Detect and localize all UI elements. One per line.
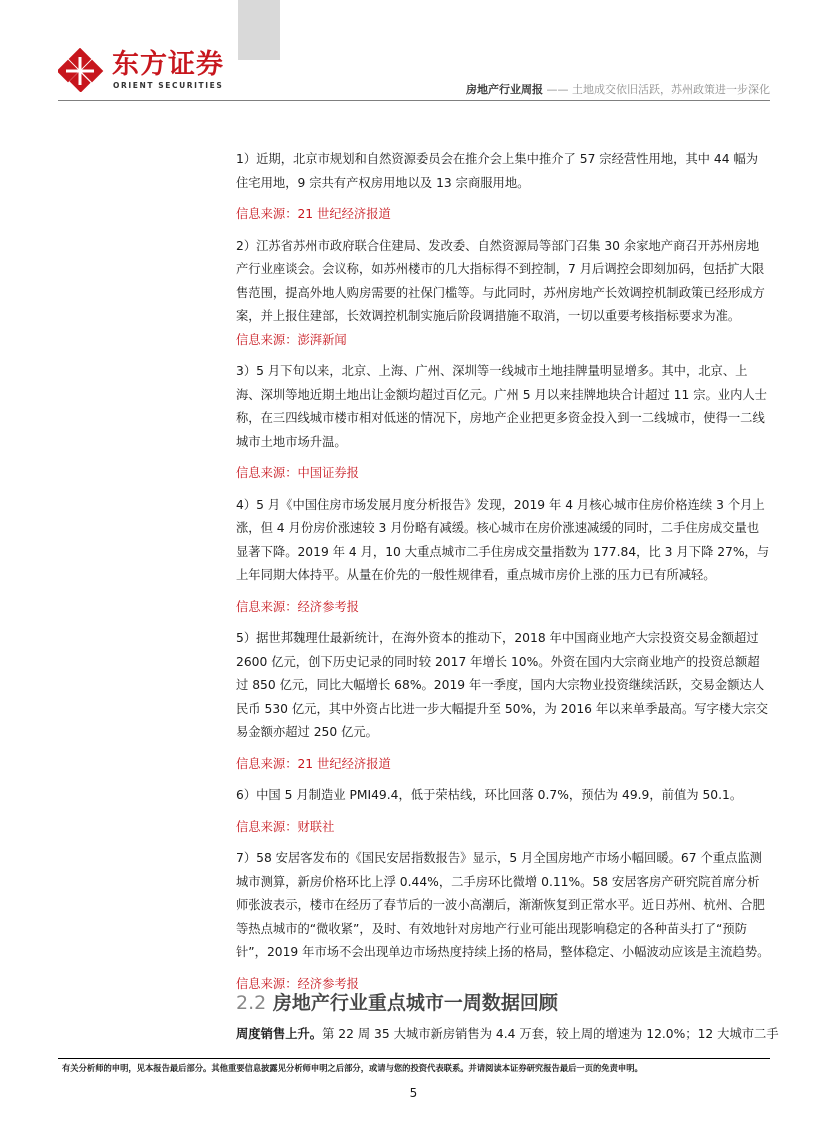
news-item-3: 3）5 月下旬以来，北京、上海、广州、深圳等一线城市土地挂牌量明显增多。其中，北京、上海、深圳等地近期土地出让金额均超过百亿元。广州 5 月以来挂牌地块合计超过 11 宗。业内人士称，在三四线城市楼市相对低迷的情况下，房地产企业把更多资金投入到一二线城市，使得一二线城市土地市场升温。 bbox=[236, 364, 767, 449]
footer-disclaimer: 有关分析师的申明，见本报告最后部分。其他重要信息披露见分析师申明之后部分，或请与您的投资代表联系。并请阅读本证券研究报告最后一页的免责申明。 bbox=[62, 1063, 643, 1073]
news-item-5: 5）据世邦魏理仕最新统计，在海外资本的推动下，2018 年中国商业地产大宗投资交易金额超过 2600 亿元，创下历史记录的同时较 2017 年增长 10%。外资在国内大宗商业地产的投资总额超过 850 亿元，同比大幅增长 68%。2019 年一季度，国内大宗物业投资继续活跃，交易金额达人民币 530 亿元，其中外资占比进一步大幅提升至 50%，为 2016 年以来单季最高。写字楼大宗交易金额亦超过 250 亿元。 bbox=[236, 631, 769, 739]
section-number: 2.2 bbox=[236, 992, 267, 1014]
report-header bbox=[466, 83, 770, 97]
news-source-3: 信息来源：中国证券报 bbox=[236, 466, 359, 480]
logo-chinese-name: 东方证券 bbox=[112, 49, 224, 80]
footer-divider bbox=[58, 1058, 770, 1059]
news-source-5: 信息来源：21 世纪经济报道 bbox=[236, 756, 391, 771]
header-separator: —— bbox=[543, 83, 572, 96]
news-item-1: 1）近期，北京市规划和自然资源委员会在推介会上集中推介了 57 宗经营性用地，其中 44 幅为住宅用地，9 宗共有产权房用地以及 13 宗商服用地。 bbox=[236, 152, 759, 190]
report-subtitle: 土地成交依旧活跃，苏州政策进一步深化 bbox=[572, 83, 770, 96]
logo-english-name: ORIENT SECURITIES bbox=[113, 81, 224, 90]
weekly-sales-headline: 周度销售上升。 bbox=[236, 1027, 323, 1041]
section-heading bbox=[236, 990, 558, 1016]
news-source-1: 信息来源：21 世纪经济报道 bbox=[236, 207, 391, 221]
news-item-4: 4）5 月《中国住房市场发展月度分析报告》发现，2019 年 4 月核心城市住房价格连续 3 个月上涨，但 4 月份房价涨速较 3 月份略有减缓。核心城市在房价涨速减缓的同时，二手住房成交量也显著下降。2019 年 4 月，10 大重点城市二手住房成交量指数为 177.84，比 3 月下降 27%，与上年同期大体持平。从量在价先的一般性规律看，重点城市房价上涨的压力已有所减轻。 bbox=[236, 497, 770, 582]
report-title: 房地产行业周报 bbox=[466, 83, 543, 96]
news-source-2: 信息来源：澎湃新闻 bbox=[236, 332, 347, 347]
news-item-7: 7）58 安居客发布的《国民安居指数报告》显示，5 月全国房地产市场小幅回暖。67 个重点监测城市测算，新房价格环比上浮 0.44%，二手房环比微增 0.11%。58 安居客房产研究院首席分析师张波表示，楼市在经历了春节后的一波小高潮后，渐渐恢复到正常水平。近日苏州、杭州、合肥等热点城市的“微收紧”，及时、有效地针对房地产行业可能出现影响稳定的各种苗头打了“预防针”，2019 年市场不会出现单边市场热度持续上扬的格局，整体稳定、小幅波动应该是主流趋势。 bbox=[236, 851, 770, 959]
weekly-sales-paragraph bbox=[236, 1025, 779, 1043]
news-source-4: 信息来源：经济参考报 bbox=[236, 599, 359, 614]
news-item-2: 2）江苏省苏州市政府联合住建局、发改委、自然资源局等部门召集 30 余家地产商召开苏州房地产行业座谈会。会议称，如苏州楼市的几大指标得不到控制，7 月后调控会即刻加码，包括扩大限售范围，提高外地人购房需要的社保门槛等。与此同时，苏州房地产长效调控机制政策已经形成方案，并上报住建部，长效调控机制实施后阶段调措施不取消，一切以重要考核指标要求为准。 bbox=[236, 238, 765, 323]
weekly-sales-text: 第 22 周 35 大城市新房销售为 4.4 万套，较上周的增速为 12.0%；12 大城市二手 bbox=[322, 1027, 779, 1041]
orient-securities-logo-icon bbox=[58, 48, 104, 92]
header-divider bbox=[58, 100, 770, 101]
news-list bbox=[236, 148, 770, 996]
news-source-7: 信息来源：经济参考报 bbox=[236, 976, 359, 991]
header-decoration-bar bbox=[238, 0, 280, 60]
page-number: 5 bbox=[409, 1086, 418, 1100]
news-source-6: 信息来源：财联社 bbox=[236, 819, 335, 834]
news-item-6: 6）中国 5 月制造业 PMI49.4，低于荣枯线，环比回落 0.7%，预估为 49.9，前值为 50.1。 bbox=[236, 788, 743, 802]
section-title: 房地产行业重点城市一周数据回顾 bbox=[272, 992, 558, 1014]
